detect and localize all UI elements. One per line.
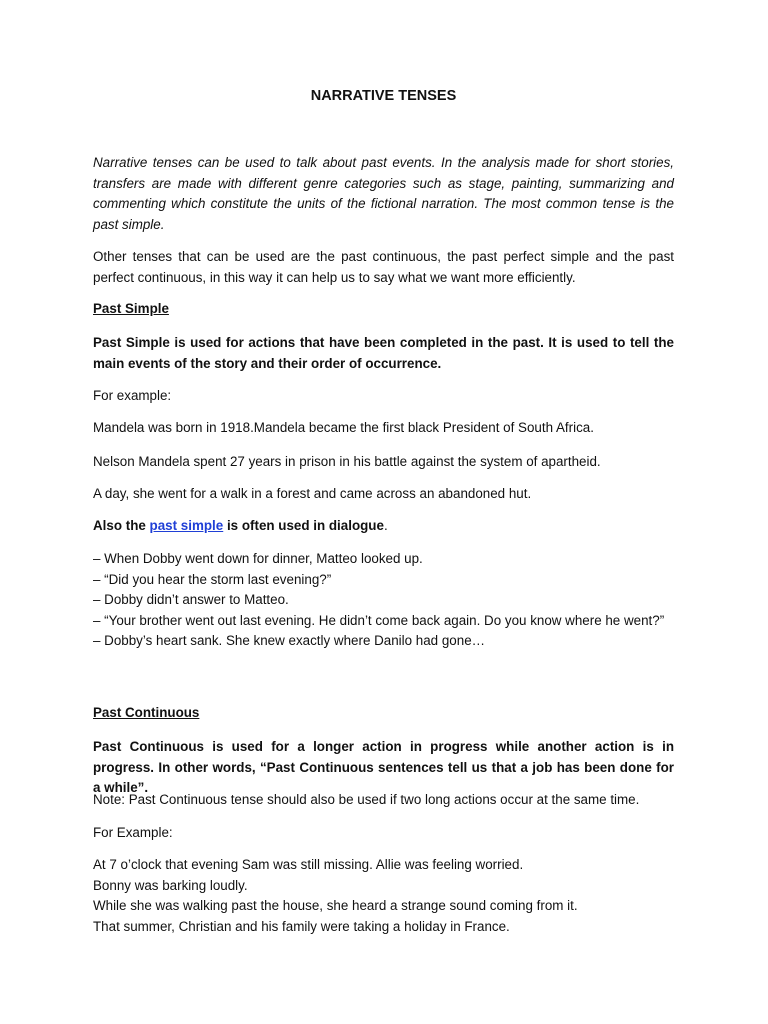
past-simple-for-example: For example: <box>93 388 172 403</box>
dialogue-line: – When Dobby went down for dinner, Matteo looked up. <box>93 551 423 566</box>
dialogue-intro <box>93 516 674 537</box>
dialogue-line: – “Did you hear the storm last evening?” <box>93 571 332 587</box>
example-line: Bonny was barking loudly. <box>93 877 248 893</box>
dialogue-block <box>93 549 674 652</box>
dialogue-period: . <box>383 518 388 533</box>
past-continuous-examples <box>93 855 674 937</box>
dialogue-prefix: Also the <box>93 518 150 533</box>
dialogue-line: – Dobby’s heart sank. She knew exactly where Danilo had gone… <box>93 633 486 648</box>
past-continuous-for-example: For Example: <box>93 825 173 840</box>
intro-paragraph: Other tenses that can be used are the past continuous, the past perfect simple and the past perfect continuous, in this way it can help us to say what we want more efficiently. <box>93 249 674 285</box>
past-simple-example-2: Nelson Mandela spent 27 years in prison in his battle against the system of apartheid. <box>93 454 601 469</box>
example-line: While she was walking past the house, she heard a strange sound coming from it. <box>93 898 578 913</box>
intro-italic-paragraph: Narrative tenses can be used to talk about past events. In the analysis made for short stories, transfers are made with different genre categories such as stage, painting, summarizing and commenting which constitute the units of the fictional narration. The most common tense is the past simple. <box>93 155 674 232</box>
example-line: At 7 o’clock that evening Sam was still missing. Allie was feeling worried. <box>93 857 524 872</box>
past-continuous-note: Note: Past Continuous tense should also be used if two long actions occur at the same time. <box>93 792 640 807</box>
past-simple-heading: Past Simple <box>93 301 169 316</box>
past-simple-example-1: Mandela was born in 1918.Mandela became the first black President of South Africa. <box>93 420 594 435</box>
document-title: NARRATIVE TENSES <box>310 88 457 104</box>
past-simple-example-3: A day, she went for a walk in a forest and came across an abandoned hut. <box>93 486 532 501</box>
past-simple-link[interactable]: past simple <box>149 518 224 533</box>
dialogue-suffix: is often used in dialogue <box>223 518 384 533</box>
past-simple-definition: Past Simple is used for actions that have been completed in the past. It is used to tell the main events of the story and their order of occurrence. <box>93 335 674 371</box>
dialogue-line: – “Your brother went out last evening. He didn’t come back again. Do you know where he went?” <box>93 612 665 628</box>
example-line: That summer, Christian and his family were taking a holiday in France. <box>93 918 510 934</box>
dialogue-line: – Dobby didn’t answer to Matteo. <box>93 592 289 607</box>
past-continuous-definition: Past Continuous is used for a longer action in progress while another action is in progress. In other words, “Past Continuous sentences tell us that a job has been done for a while”. <box>93 739 674 795</box>
past-continuous-heading: Past Continuous <box>93 705 200 720</box>
